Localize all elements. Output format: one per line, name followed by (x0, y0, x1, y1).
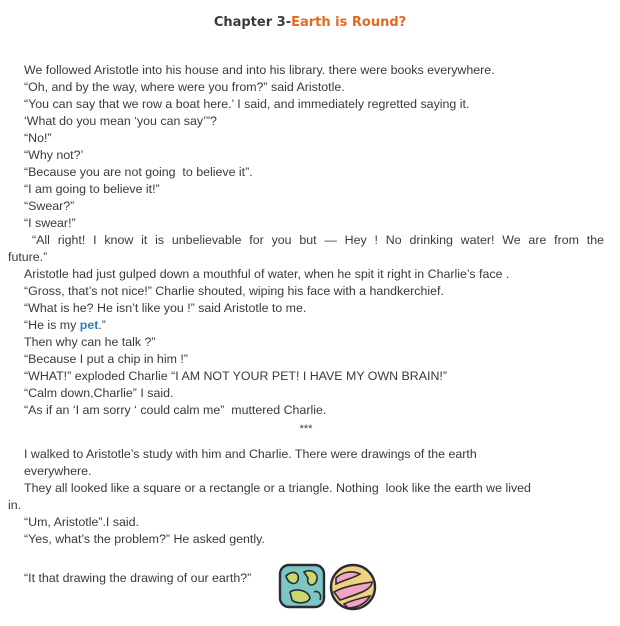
story-line: “No!” (24, 131, 52, 145)
story-line: “Gross, that’s not nice!” Charlie shouted, wiping his face with a handkerchief. (24, 284, 444, 298)
story-line: “You can say that we row a boat here.’ I said, and immediately regretted saying it. (24, 97, 470, 111)
story-line: future.” (8, 250, 48, 264)
story-line: “All right! I know it is unbelievable for you but — Hey ! No drinking water! We are from the (32, 233, 604, 247)
story-line: ‘What do you mean ‘you can say’”? (24, 114, 217, 128)
pet-line-start: “He is my (24, 318, 80, 332)
story-line: everywhere. (24, 464, 92, 478)
square-earth-icon (280, 565, 324, 607)
pet-word: pet (79, 318, 99, 332)
story-line: “Because you are not going to believe it”. (24, 165, 253, 179)
planet-drawings (278, 562, 378, 612)
story-line: Aristotle had just gulped down a mouthful of water, when he spit it right in Charlie’s face . (24, 267, 510, 281)
story-line: “Yes, what’s the problem?” He asked gently. (24, 532, 265, 546)
story-line: “As if an ‘I am sorry ‘ could calm me” muttered Charlie. (24, 403, 327, 417)
story-line: They all looked like a square or a rectangle or a triangle. Nothing look like the earth we lived (24, 481, 531, 495)
story-text (8, 62, 604, 587)
story-line: Then why can he talk ?” (24, 335, 156, 349)
story-line: “Why not?’ (24, 148, 84, 162)
story-line: “What is he? He isn’t like you !” said Aristotle to me. (24, 301, 307, 315)
story-line: “I swear!” (24, 216, 76, 230)
story-line: “Swear?” (24, 199, 75, 213)
chapter-prefix: Chapter 3- (213, 15, 292, 30)
chapter-name: Earth is Round? (291, 15, 407, 30)
story-line: “Because I put a chip in him !” (24, 352, 188, 366)
pet-line-end: .” (98, 318, 106, 332)
story-line: in. (8, 498, 22, 512)
section-separator: *** (299, 423, 313, 435)
story-line: “Calm down,Charlie” I said. (24, 386, 174, 400)
story-line: “Um, Aristotle”.I said. (24, 515, 139, 529)
story-line: “I am going to believe it!” (24, 182, 160, 196)
story-line: “Oh, and by the way, where were you from?” said Aristotle. (24, 80, 345, 94)
pink-planet-icon (331, 565, 375, 609)
story-line: We followed Aristotle into his house and into his library. there were books everywhere. (24, 63, 495, 77)
story-line: “WHAT!” exploded Charlie “I AM NOT YOUR PET! I HAVE MY OWN BRAIN!” (24, 369, 447, 383)
chapter-title (0, 15, 620, 30)
story-line (8, 317, 604, 334)
story-line: I walked to Aristotle’s study with him and Charlie. There were drawings of the earth (24, 447, 477, 461)
story-line: “It that drawing the drawing of our earth?” (24, 571, 252, 585)
